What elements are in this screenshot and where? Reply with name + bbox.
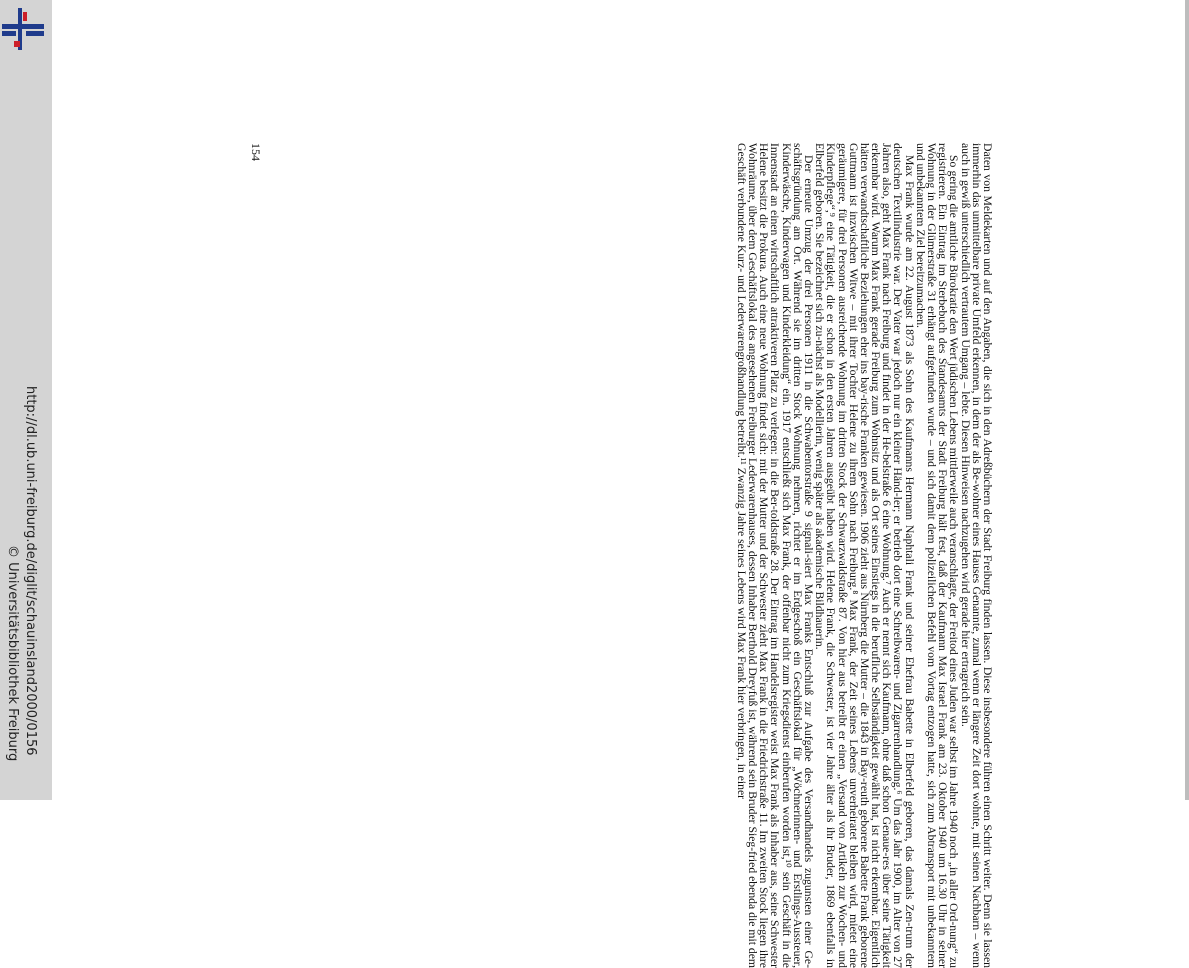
paragraph: Der erneute Umzug der drei Personen 1911 in die Schwabentorstraße 9 signali-siert Max Franks Entschluß zur Aufgabe des Versandhandels zugunsten einer Ge-schäftsgründung am Ort. Während sie im dritten Stock Wohnung nehmen, richtet er im Erdgeschoß ein Geschäftslokal für „Wöchnerinnen- und Erstlings-Aussteuer, Kinderwäsche, Kinderwagen und Kinderkleidung“ ein. 1917 entschließt sich Max Frank, der offenbar nicht zum Kriegsdienst einberufen worden ist,¹⁰ sein Geschäft in die Innenstadt an einen wirtschaftlich attraktiveren Platz zu verlegen: in die Ber-toldstraße 28. Der Eintrag im Handelsregister weist Max Frank als Inhaber aus, seine Schwester Helene besitzt die Prokura. Auch eine neue Wohnung findet sich: mit der Mutter und der Schwester zieht Max Frank in die Friedrichstraße 11. Im zweiten Stock liegen ihre Wohnräume, über dem Geschäftslokal des angesehenen Freiburger Lederwarenhauses, dessen Inhaber Berthold Dreyfuß ist, während sein Bruder Sieg-fried ebenda die mit dem Geschäft verbundene Kurz- und Lederwarengroßhandlung betreibt.¹¹ Zwanzig Jahre seines Lebens wird Max Frank hier verbringen, in einer — [734, 143, 815, 968]
sidebar — [0, 0, 52, 800]
paragraph: Max Frank wurde am 22. August 1873 als Sohn des Kaufmanns Hermann Naphtali Frank und seiner Ehefrau Babette in Elberfeld geboren, das damals Zen-trum der deutschen Textilindustrie war. Der Vater war jedoch nur ein kleiner Händ-ler; er betrieb dort eine Schreibwaren- und Zigarrenhandlung.⁶ Um das Jahr 1900, im Alter von 27 Jahren also, geht Max Frank nach Freiburg und findet in der He-belstraße 6 eine Wohnung.⁷ Auch er nennt sich Kaufmann, ohne daß schon Genaue-res über seine Tätigkeit erkennbar wird. Warum Max Frank gerade Freiburg zum Wohnsitz und als Ort seines Einstiegs in die berufliche Selbständigkeit gewählt hat, ist nicht erkennbar. Eigentlich hätten verwandtschaftliche Beziehungen eher ins bay-rische Franken gewiesen. 1906 zieht aus Nürnberg die Mutter – die 1843 in Bay-reuth geborene Babette Frank geborene Guttmann ist inzwischen Witwe – mit ihrer Tochter Helene zu ihrem Sohn nach Freiburg.⁸ Max Frank, der Zeit seines Lebens unverheiratet bleiben wird, mietet eine geräumigere, für drei Personen ausreichende Wohnung im dritten Stock der Schwarzwaldstraße 87. Von hier aus betreibt er einen „Versand von Artikeln zur Wochen- und Kinderpflege“,⁹ eine Tätigkeit, die er schon in den ersten Jahren ausgeübt haben wird. Helene Frank, die Schwester, ist vier Jahre älter als ihr Bruder, 1869 ebenfalls in Elberfeld geboren. Sie bezeichnet sich zu-nächst als Modellierin, wenig später als akademische Bildhauerin. — [813, 143, 916, 968]
scanned-page — [248, 143, 993, 968]
paragraph: So gering die amtliche Bürokratie den Wert jüdischen Lebens mittlerweile auch veranschlagte, der Freitod eines Juden war selbst im Jahre 1940 noch „in aller Ord-nung“ zu registrieren. Ein Eintrag im Sterbebuch des Standesamts der Stadt Freiburg hält fest, daß der Kaufmann Max Israel Frank am 23. Oktober 1940 um 16.30 Uhr in seiner Wohnung in der Glümerstraße 31 erhängt aufgefunden wurde – und sich damit dem polizeilichen Befehl vom Vortag entzogen hatte, sich zum Abtransport mit unbekanntem und unbekanntem Ziel bereitzumachen. — [913, 143, 961, 968]
paragraph: Daten von Meldekarten und auf den Angaben, die sich in den Adreßbüchern der Stadt Freiburg finden lassen. Diese insbesondere führen einen Schritt weiter. Denn sie lassen immerhin das unmittelbare private Umfeld erkennen, in dem der als Be-wohner eines Hauses Genannte, zumal wenn er längere Zeit dort wohnte, mit seinen Nachbarn – wenn auch in gewiß unterschiedlich vertrautem Umgang – lebte. Diesen Hinweisen nachzugehen wird gerade hier ertragreich sein. — [958, 143, 994, 968]
university-library-logo-icon — [2, 8, 44, 50]
scrollbar[interactable] — [1185, 0, 1189, 800]
copyright-notice: © Universitätsbibliothek Freiburg — [5, 545, 20, 762]
source-url[interactable]: http://dl.ub.uni-freiburg.de/diglit/schauinsland2000/0156 — [23, 386, 38, 756]
page-number: 154 — [249, 143, 263, 161]
